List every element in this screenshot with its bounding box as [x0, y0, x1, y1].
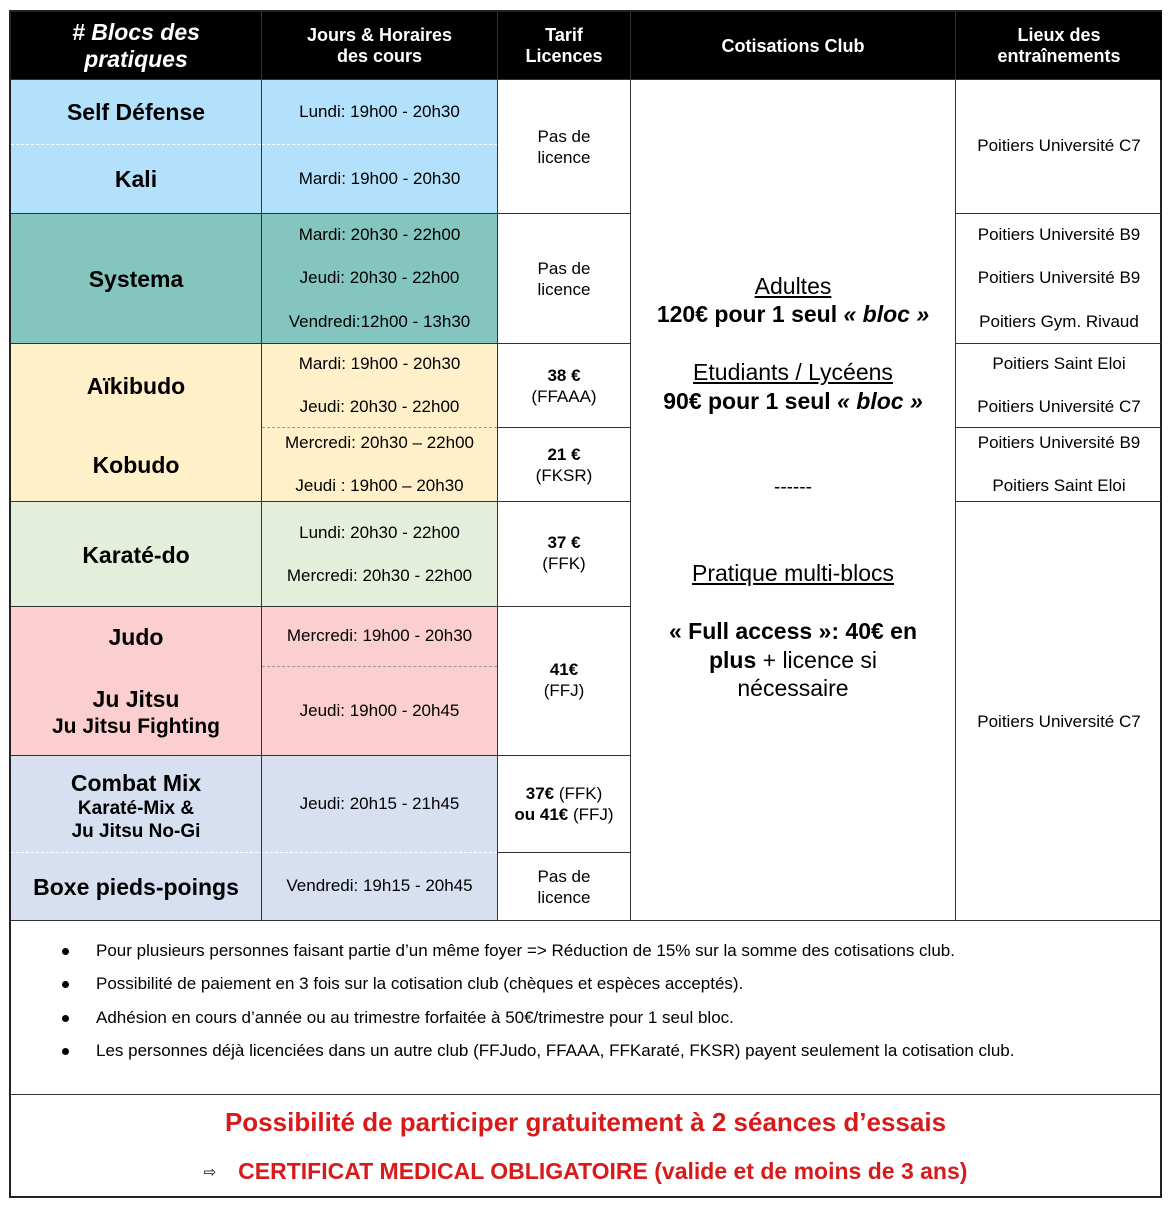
header-tarif [498, 12, 630, 80]
lieu-systema-1: Poitiers Université B9 [977, 225, 1141, 244]
hours-systema-2: Jeudi: 20h30 - 22h00 [299, 268, 460, 287]
header-blocs-text: # Blocs des pratiques [72, 19, 200, 72]
note-bullet-4 [62, 1048, 69, 1055]
divider-aiki-kobudo-hours [262, 427, 497, 428]
grid-h-2 [11, 343, 631, 344]
hours-aikibudo-1: Mardi: 19h00 - 20h30 [298, 354, 461, 373]
bloc-jujitsu [11, 684, 261, 742]
cot-etudiants-price [631, 387, 955, 415]
cot-adultes-price [631, 300, 955, 328]
footer-certificat-line [11, 1157, 1160, 1185]
bloc-aikibudo: Aïkibudo [86, 372, 186, 399]
grid-h-header [11, 79, 1160, 80]
cot-multi: Pratique multi-blocs [692, 560, 894, 586]
lieu-kobudo-1: Poitiers Université B9 [977, 433, 1141, 452]
grid-v2 [497, 12, 498, 920]
hours-karate-1: Lundi: 20h30 - 22h00 [299, 523, 460, 542]
tarif-mix-fed-2: (FFJ) [568, 805, 614, 824]
cot-full-access: « Full access »: 40€ en [668, 618, 918, 644]
grid-h-4 [11, 606, 631, 607]
bloc-jujitsu-title: Ju Jitsu [92, 686, 180, 712]
tarif-systema-2: licence [537, 279, 591, 299]
cot-etudiants-price-text: 90€ pour 1 seul [663, 388, 838, 414]
note-3: Adhésion en cours d’année ou au trimestre forfaitée à 50€/trimestre pour 1 seul bloc. [96, 1008, 734, 1027]
tarif-self-kali-2: licence [537, 147, 591, 167]
tarif-judo-fed: (FFJ) [543, 681, 585, 700]
bloc-kobudo: Kobudo [92, 451, 180, 478]
tarif-mix-fed-1: (FFK) [554, 784, 603, 803]
tarif-kobudo-price: 21 € [547, 444, 581, 464]
bloc-systema: Systema [88, 265, 184, 292]
lieu-kobudo-2: Poitiers Saint Eloi [992, 476, 1126, 495]
hours-kobudo-1: Mercredi: 20h30 – 22h00 [284, 433, 475, 452]
tarif-self-kali [498, 80, 630, 213]
cot-etudiants-bloc: « bloc » [837, 388, 923, 414]
cot-necessaire: nécessaire [737, 675, 849, 701]
schedule-sheet [9, 10, 1162, 1198]
tarif-combat-mix [498, 756, 630, 852]
tarif-mix-or: ou 41€ [514, 805, 569, 824]
hours-kali: Mardi: 19h00 - 20h30 [298, 169, 461, 188]
footer-certificat: CERTIFICAT MEDICAL OBLIGATOIRE (valide et de moins de 3 ans) [238, 1158, 968, 1184]
grid-h-1 [11, 213, 631, 214]
arrow-icon: ⇨ [203, 1164, 217, 1181]
header-cotisations [631, 12, 955, 80]
hours-jujitsu: Jeudi: 19h00 - 20h45 [299, 701, 460, 720]
divider-judo-jujitsu [262, 666, 497, 667]
note-4: Les personnes déjà licenciées dans un autre club (FFJudo, FFAAA, FFKaraté, FKSR) payent seulement la cotisation club. [96, 1041, 1015, 1060]
lieu-self-kali: Poitiers Université C7 [977, 136, 1141, 155]
note-1: Pour plusieurs personnes faisant partie d’un même foyer => Réduction de 15% sur la somme des cotisations club. [96, 941, 955, 960]
tarif-aikibudo [498, 344, 630, 427]
tarif-karate-fed: (FFK) [542, 554, 586, 573]
bloc-karate: Karaté-do [82, 541, 190, 568]
cot-plus-rest: + licence si [756, 647, 878, 673]
cot-adultes-bloc: « bloc » [843, 301, 930, 327]
hours-kobudo-2: Jeudi : 19h00 – 20h30 [295, 476, 464, 495]
lieu-rest: Poitiers Université C7 [977, 712, 1141, 731]
header-lieux-text: Lieux des entraînements [997, 25, 1121, 66]
tarif-boxe-1: Pas de [537, 866, 591, 886]
header-jours-text: Jours & Horaires des cours [306, 25, 453, 66]
tarif-karate [498, 502, 630, 606]
bloc-karate-mix: Karaté-Mix & [77, 797, 195, 819]
header-lieux [956, 12, 1162, 80]
lieu-aikibudo-1: Poitiers Saint Eloi [992, 354, 1126, 373]
hours-boxe: Vendredi: 19h15 - 20h45 [286, 876, 473, 895]
lieu-aikibudo-2: Poitiers Université C7 [977, 397, 1141, 416]
tarif-kobudo [498, 428, 630, 501]
divider-self-kali-hours [262, 144, 497, 145]
tarif-mix-line-2 [514, 804, 613, 825]
tarif-systema-1: Pas de [537, 258, 591, 278]
tarif-boxe [498, 853, 630, 920]
cot-adultes: Adultes [754, 273, 832, 299]
lieu-systema-2: Poitiers Université B9 [977, 268, 1141, 287]
divider-self-kali [11, 144, 261, 145]
header-cotisations-text: Cotisations Club [721, 35, 865, 56]
bloc-nogi: Ju Jitsu No-Gi [71, 820, 201, 842]
grid-h-lieu-3 [956, 427, 1162, 428]
grid-h-3 [11, 501, 631, 502]
grid-v3 [630, 12, 631, 920]
grid-h-notes-bottom [11, 1094, 1160, 1095]
tarif-karate-price: 37 € [547, 533, 581, 552]
bloc-boxe: Boxe pieds-poings [33, 873, 239, 900]
tarif-self-kali-1: Pas de [537, 126, 591, 146]
grid-v1 [261, 12, 262, 920]
tarif-systema [498, 214, 630, 343]
cot-separator: ------ [774, 477, 812, 498]
hours-aikibudo-2: Jeudi: 20h30 - 22h00 [299, 397, 460, 416]
grid-h-tarif-boxe [498, 852, 630, 853]
cot-adultes-price-text: 120€ pour 1 seul [656, 301, 844, 327]
tarif-mix-line-1 [526, 783, 603, 804]
tarif-boxe-2: licence [537, 887, 591, 907]
tarif-judo-price: 41€ [549, 660, 579, 679]
bloc-jujitsu-fighting: Ju Jitsu Fighting [52, 715, 220, 738]
lieu-systema-3: Poitiers Gym. Rivaud [979, 312, 1139, 331]
grid-h-5 [11, 755, 631, 756]
divider-combat-boxe [11, 852, 497, 853]
bloc-kali: Kali [114, 165, 158, 192]
grid-h-lieu-2 [956, 343, 1162, 344]
header-tarif-text: Tarif Licences [525, 25, 603, 66]
grid-h-table-bottom [11, 920, 1160, 921]
footer-essais: Possibilité de participer gratuitement à 2 séances d’essais [224, 1107, 947, 1137]
cot-etudiants: Etudiants / Lycéens [693, 359, 893, 385]
note-2: Possibilité de paiement en 3 fois sur la cotisation club (chèques et espèces acceptés). [96, 974, 744, 993]
bloc-combat-mix-title: Combat Mix [70, 769, 202, 796]
bloc-self-defense: Self Défense [66, 98, 206, 125]
note-bullet-1 [62, 948, 69, 955]
hours-self-defense: Lundi: 19h00 - 20h30 [299, 102, 460, 121]
cot-plus [631, 646, 955, 674]
tarif-kobudo-fed: (FKSR) [535, 465, 593, 485]
tarif-aikibudo-fed: (FFAAA) [531, 386, 597, 406]
header-jours [262, 12, 497, 80]
bloc-judo: Judo [108, 623, 164, 650]
note-bullet-3 [62, 1015, 69, 1022]
hours-systema-3: Vendredi:12h00 - 13h30 [288, 312, 471, 331]
grid-h-lieu-4 [956, 501, 1162, 502]
header-blocs [11, 12, 261, 80]
bloc-combat-mix [11, 766, 261, 846]
cot-plus-bold: plus [708, 647, 757, 673]
grid-h-tarif-kobudo [498, 427, 630, 428]
tarif-mix-price-1: 37€ [525, 784, 555, 803]
hours-combat-mix: Jeudi: 20h15 - 21h45 [299, 794, 460, 813]
tarif-judo [498, 607, 630, 755]
grid-v4 [955, 12, 956, 920]
note-bullet-2 [62, 981, 69, 988]
hours-judo: Mercredi: 19h00 - 20h30 [286, 626, 473, 645]
hours-systema-1: Mardi: 20h30 - 22h00 [298, 225, 461, 244]
hours-karate-2: Mercredi: 20h30 - 22h00 [286, 566, 473, 585]
grid-h-lieu-1 [956, 213, 1162, 214]
tarif-aikibudo-price: 38 € [547, 365, 581, 385]
